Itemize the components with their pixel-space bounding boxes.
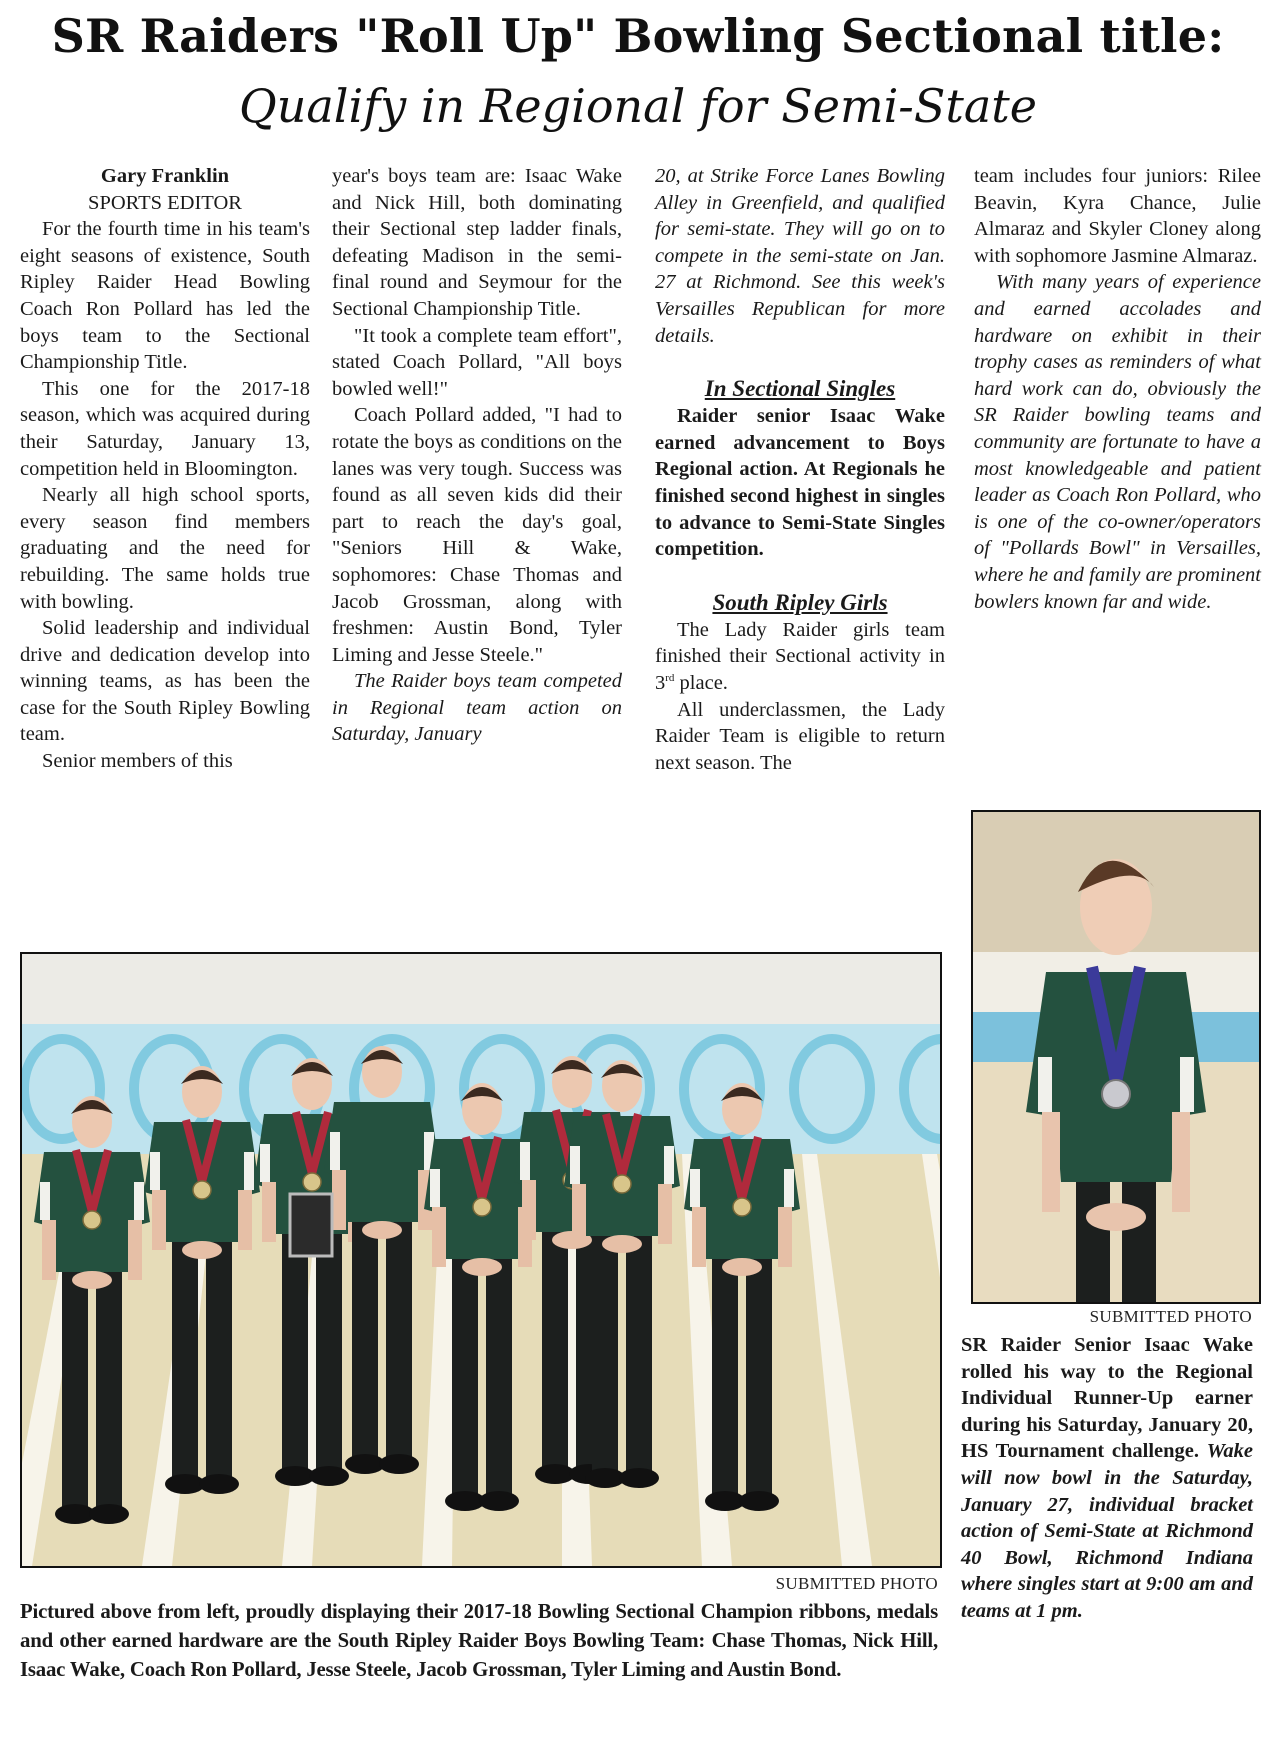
arm xyxy=(262,1182,276,1242)
hands xyxy=(722,1258,762,1276)
hands xyxy=(182,1241,222,1259)
medal xyxy=(193,1181,211,1199)
leg xyxy=(592,1226,618,1476)
jersey-panel xyxy=(664,1146,674,1184)
arm xyxy=(692,1207,706,1267)
isaac-wake-caption xyxy=(961,1332,1253,1625)
jersey-panel xyxy=(244,1152,254,1190)
paragraph: year's boys team are: Isaac Wake and Nick Hill, both dominating their Sectional step ladder finals, defeating Madison in the semi-final round and Seymour for the Sectional Championship Title. xyxy=(332,165,622,320)
hands xyxy=(462,1258,502,1276)
leg xyxy=(62,1262,88,1512)
paragraph xyxy=(655,617,945,697)
shoe xyxy=(479,1491,519,1511)
photo-credit: SUBMITTED PHOTO xyxy=(1089,1307,1252,1326)
text: The Lady Raider girls team finished their Sectional activity in 3 xyxy=(655,618,945,694)
paragraph: This one for the 2017-18 season, which was acquired during their Saturday, January 13, competition held in Bloomington. xyxy=(20,377,310,480)
jersey-panel xyxy=(40,1182,50,1220)
team-photo xyxy=(20,952,942,1568)
leg xyxy=(352,1212,378,1462)
shoe xyxy=(739,1491,779,1511)
arm xyxy=(432,1207,446,1267)
leg xyxy=(386,1212,412,1462)
leg xyxy=(542,1222,568,1472)
shoe xyxy=(309,1466,349,1486)
arm xyxy=(658,1184,672,1244)
medal xyxy=(473,1198,491,1216)
leg xyxy=(1076,1172,1110,1302)
leg xyxy=(1122,1172,1156,1302)
leg xyxy=(626,1226,652,1476)
paragraph: Solid leadership and individual drive and dedication develop into winning teams, as has been the case for the South Ripley Bowling team. xyxy=(20,617,310,746)
paragraph: The Raider boys team competed in Regional team action on Saturday, January xyxy=(332,670,622,746)
paragraph: "It took a complete team effort", stated Coach Pollard, "All boys bowled well!" xyxy=(332,324,622,400)
leg xyxy=(712,1249,738,1499)
headline: SR Raiders "Roll Up" Bowling Sectional title: xyxy=(51,9,1225,63)
leg xyxy=(206,1232,232,1482)
arm xyxy=(128,1220,142,1280)
paragraph: With many years of experience and earned accolades and hardware on exhibit in their trophy cases as reminders of what hard work can do, obviously the SR Raider bowling teams and community are fortunate to have a most knowledgeable and patient leader as Coach Ron Pollard, who is one of the co-owner/operators of "Pollards Bowl" in Versailles, where he and family are prominent bowlers known far and wide. xyxy=(974,271,1261,613)
leg xyxy=(96,1262,122,1512)
medal xyxy=(733,1198,751,1216)
medal xyxy=(83,1211,101,1229)
arm xyxy=(778,1207,792,1267)
article-column-4 xyxy=(974,163,1261,615)
caption-italic: Wake will now bowl in the Saturday, January 27, individual bracket action of Semi-State at Richmond 40 Bowl, Richmond Indiana where singles start at 9:00 am and teams at 1 pm. xyxy=(961,1440,1254,1622)
paragraph: Coach Pollard added, "I had to rotate the boys as conditions on the lanes was very tough. Success was found as all seven kids did their part to reach the day's goal, "Seniors Hill & Wake, sophomores: Chase Thomas and Jacob Grossman, along with freshmen: Austin Bond, Tyler Liming and Jesse Steele." xyxy=(332,404,622,666)
jersey-panel xyxy=(330,1132,340,1170)
leg xyxy=(486,1249,512,1499)
caption-bold: SR Raider Senior Isaac Wake rolled his way to the Regional Individual Runner-Up earner during his Saturday, January 20, HS Tournament challenge. xyxy=(961,1334,1253,1463)
team-photo-caption: Pictured above from left, proudly displaying their 2017-18 Bowling Sectional Champion ribbons, medals and other earned hardware are the South Ripley Raider Boys Bowling Team: Chase Thomas, Nick Hill, Isaac Wake, Coach Ron Pollard, Jesse Steele, Jacob Grossman, Tyler Liming and Austin Bond. xyxy=(20,1600,938,1681)
leg xyxy=(316,1224,342,1474)
jersey-panel xyxy=(784,1169,794,1207)
arm xyxy=(1172,1112,1190,1212)
paragraph: Nearly all high school sports, every season find members graduating and the need for rebuilding. The same holds true with bowling. xyxy=(20,484,310,613)
medal xyxy=(303,1173,321,1191)
hands xyxy=(362,1221,402,1239)
section-heading-singles: In Sectional Singles xyxy=(704,376,896,402)
article-column-3 xyxy=(655,163,945,776)
hands xyxy=(602,1235,642,1253)
jersey-panel xyxy=(134,1182,144,1220)
subheadline: Qualify in Regional for Semi-State xyxy=(239,79,1037,133)
leg xyxy=(746,1249,772,1499)
arm xyxy=(1042,1112,1060,1212)
shoe xyxy=(199,1474,239,1494)
jersey-panel xyxy=(150,1152,160,1190)
paragraph: All underclassmen, the Lady Raider Team is eligible to return next season. The xyxy=(655,698,945,774)
arm xyxy=(332,1170,346,1230)
arm xyxy=(238,1190,252,1250)
byline: Gary Franklin xyxy=(100,165,230,187)
jersey-panel xyxy=(570,1146,580,1184)
jersey-panel xyxy=(520,1142,530,1180)
shoe xyxy=(89,1504,129,1524)
leg xyxy=(282,1224,308,1474)
paragraph: 20, at Strike Force Lanes Bowling Alley in Greenfield, and qualified for semi-state. They will go on to compete in the semi-state on Jan. 27 at Richmond. See this week's Versailles Republican for more details. xyxy=(655,165,945,347)
article-column-1 xyxy=(20,163,310,775)
jersey-panel xyxy=(690,1169,700,1207)
hands xyxy=(72,1271,112,1289)
byline-role: SPORTS EDITOR xyxy=(88,191,242,214)
arm xyxy=(152,1190,166,1250)
paragraph: team includes four juniors: Rilee Beavin, Kyra Chance, Julie Almaraz and Skyler Cloney along with sophomore Jasmine Almaraz. xyxy=(974,165,1261,267)
leg xyxy=(172,1232,198,1482)
team-photo-illustration xyxy=(22,954,940,1566)
isaac-wake-illustration xyxy=(973,812,1259,1302)
shoe xyxy=(619,1468,659,1488)
jersey-panel xyxy=(430,1169,440,1207)
arm xyxy=(522,1180,536,1240)
section-heading-girls: South Ripley Girls xyxy=(712,589,888,615)
shoe xyxy=(379,1454,419,1474)
arm xyxy=(572,1184,586,1244)
jersey-panel xyxy=(1180,1057,1194,1112)
medal xyxy=(613,1175,631,1193)
medal xyxy=(1102,1080,1130,1108)
photo-credit: SUBMITTED PHOTO xyxy=(775,1574,938,1593)
jersey-panel xyxy=(260,1144,270,1182)
jersey-panel xyxy=(1038,1057,1052,1112)
arm xyxy=(42,1220,56,1280)
isaac-wake-photo xyxy=(971,810,1261,1304)
leg xyxy=(452,1249,478,1499)
text: place. xyxy=(674,671,728,694)
paragraph: Senior members of this xyxy=(42,750,233,773)
paragraph: For the fourth time in his team's eight seasons of existence, South Ripley Raider Head Bowling Coach Ron Pollard has led the boys team to the Sectional Championship Title. xyxy=(20,218,310,374)
hands xyxy=(1086,1203,1146,1231)
ordinal-suffix: rd xyxy=(665,672,675,685)
ceiling xyxy=(22,954,940,1024)
article-column-2 xyxy=(332,163,622,748)
trophy-plaque xyxy=(290,1194,332,1256)
paragraph: Raider senior Isaac Wake earned advancement to Boys Regional action. At Regionals he finished second highest in singles to advance to Semi-State Singles competition. xyxy=(655,405,945,561)
